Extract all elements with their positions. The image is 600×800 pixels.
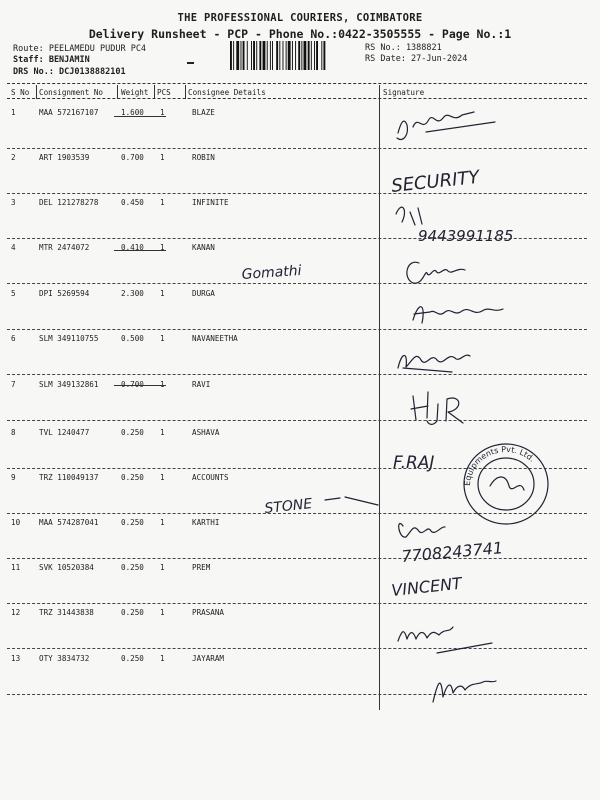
row-pcs: 1 (160, 473, 165, 482)
row-consignee: JAYARAM (192, 654, 225, 663)
row-consignment-no: TVL 1240477 (39, 428, 90, 437)
row-divider (7, 468, 587, 469)
rs-number: RS No.: 1388821 (365, 43, 442, 53)
row-sno: 10 (11, 518, 21, 527)
row-weight: 0.250 (121, 428, 144, 437)
barcode-bar (263, 41, 266, 70)
row-consignment-no: DPI 5269594 (39, 289, 90, 298)
barcode-bar (233, 41, 234, 70)
row-consignment-no: SLM 349110755 (39, 334, 99, 343)
row-consignment-no: OTY 3834732 (39, 654, 90, 663)
row-sno: 9 (11, 473, 16, 482)
row-weight: 0.410 (121, 243, 144, 252)
row-pcs: 1 (160, 198, 165, 207)
row-weight: 0.250 (121, 563, 144, 572)
signature-row11-text: VINCENT (390, 573, 463, 600)
note-row4: Gomathi (241, 262, 303, 283)
barcode-bar (267, 41, 268, 70)
column-header-sno: S No (11, 88, 30, 97)
column-divider-2 (117, 85, 118, 99)
row-sno: 12 (11, 608, 21, 617)
row-sno: 11 (11, 563, 21, 572)
barcode-bar (308, 41, 310, 70)
barcode-bar (292, 41, 293, 70)
row-pcs: 1 (160, 380, 165, 389)
barcode-bar (279, 41, 280, 70)
barcode-bar (323, 41, 325, 70)
row-consignee: ROBIN (192, 153, 215, 162)
row-weight: 2.300 (121, 289, 144, 298)
row-divider (7, 603, 587, 604)
row-sno: 13 (11, 654, 21, 663)
stamp-text: Equipments Pvt. Ltd. (462, 444, 537, 487)
row-weight: 0.700 (121, 153, 144, 162)
row-pcs: 1 (160, 608, 165, 617)
signature-row3 (396, 207, 422, 225)
barcode-bar (283, 41, 284, 70)
row-consignee: DURGA (192, 289, 215, 298)
row-pcs: 1 (160, 243, 165, 252)
barcode-bar (298, 41, 300, 70)
barcode-bar (272, 41, 273, 70)
row-pcs: 1 (160, 428, 165, 437)
row-divider (7, 694, 587, 695)
signature-row8-text: F.RAJ (393, 453, 435, 473)
barcode-bar (270, 41, 271, 70)
barcode-bar (288, 41, 291, 70)
barcode-bar (316, 41, 318, 70)
row-pcs: 1 (160, 108, 165, 117)
row-weight: 0.450 (121, 198, 144, 207)
column-header-consignee: Consignee Details (188, 88, 266, 97)
barcode-bar (236, 41, 239, 70)
row-sno: 2 (11, 153, 16, 162)
barcode-bar (256, 41, 257, 70)
row-consignment-no: SLM 349132861 (39, 380, 99, 389)
row-consignee: NAVANEETHA (192, 334, 238, 343)
column-divider-1 (36, 85, 37, 99)
row-consignee: RAVI (192, 380, 211, 389)
row-divider (7, 193, 587, 194)
staff-info: Staff: BENJAMIN (13, 55, 90, 65)
column-divider-4 (185, 85, 186, 99)
row-consignee: PRASANA (192, 608, 225, 617)
row-divider (7, 648, 587, 649)
row-sno: 1 (11, 108, 16, 117)
signature-row4 (407, 262, 465, 283)
phone-handwritten-row3: 9443991185 (418, 227, 514, 245)
row-weight: 0.250 (121, 608, 144, 617)
column-header-consignment: Consignment No (39, 88, 104, 97)
signature-row5 (413, 307, 503, 323)
column-header-weight: Weight (121, 88, 149, 97)
scribble-row9 (325, 497, 378, 505)
row-weight: 1.600 (121, 108, 144, 117)
barcode-bar (241, 41, 242, 70)
column-header-signature: Signature (383, 88, 425, 97)
signature-row10 (399, 523, 445, 537)
header-divider-top (7, 83, 587, 84)
row-weight: 0.250 (121, 473, 144, 482)
note-row9: STONE (263, 496, 313, 517)
barcode-bar (301, 41, 302, 70)
row-consignee: INFINITE (192, 198, 229, 207)
row-sno: 4 (11, 243, 16, 252)
dash-mark (187, 62, 194, 64)
row-sno: 6 (11, 334, 16, 343)
row-weight: 0.250 (121, 518, 144, 527)
barcode-bar (243, 41, 245, 70)
barcode-bar (314, 41, 315, 70)
barcode-bar (321, 41, 322, 70)
row-consignee: KARTHI (192, 518, 220, 527)
row-weight: 0.500 (121, 334, 144, 343)
barcode-bar (253, 41, 255, 70)
row-divider (7, 513, 587, 514)
row-weight: 0.250 (121, 654, 144, 663)
row-divider (7, 329, 587, 330)
barcode-bar (259, 41, 261, 70)
row-sno: 5 (11, 289, 16, 298)
row-divider (7, 420, 587, 421)
signature-row6 (398, 355, 470, 372)
row-sno: 3 (11, 198, 16, 207)
row-divider (7, 148, 587, 149)
barcode-bar (286, 41, 287, 70)
row-divider (7, 283, 587, 284)
strike-mark (114, 250, 166, 251)
route-info: Route: PEELAMEDU PUDUR PC4 (13, 44, 147, 54)
drs-number: DRS No.: DCJ0138882101 (13, 67, 126, 77)
signature-row13 (433, 681, 496, 702)
row-consignment-no: TRZ 31443838 (39, 608, 94, 617)
column-divider-3 (154, 85, 155, 99)
phone-handwritten-row10: 7708243741 (400, 538, 504, 566)
strike-mark (114, 385, 166, 386)
row-weight: 0.700 (121, 380, 144, 389)
signature-row2-text: SECURITY (390, 166, 481, 197)
row-pcs: 1 (160, 654, 165, 663)
row-pcs: 1 (160, 334, 165, 343)
row-consignment-no: TRZ 110049137 (39, 473, 99, 482)
barcode-bar (230, 41, 232, 70)
rs-date: RS Date: 27-Jun-2024 (365, 54, 468, 64)
row-consignment-no: MAA 572167107 (39, 108, 99, 117)
row-divider (7, 374, 587, 375)
row-consignee: ACCOUNTS (192, 473, 229, 482)
signature-row12 (398, 627, 492, 653)
signature-column-divider (379, 85, 380, 710)
row-pcs: 1 (160, 289, 165, 298)
runsheet-title: Delivery Runsheet - PCP - Phone No.:0422-3505555 - Page No.:1 (88, 27, 512, 41)
row-consignment-no: DEL 121278278 (39, 198, 99, 207)
barcode-bar (251, 41, 252, 70)
row-consignee: PREM (192, 563, 211, 572)
signature-row1 (397, 112, 495, 140)
row-divider (7, 238, 587, 239)
barcode-bar (304, 41, 307, 70)
strike-mark (114, 116, 166, 117)
barcode (230, 41, 358, 70)
row-consignment-no: ART 1903539 (39, 153, 90, 162)
row-consignee: ASHAVA (192, 428, 220, 437)
row-pcs: 1 (160, 518, 165, 527)
barcode-bar (295, 41, 296, 70)
barcode-bar (311, 41, 312, 70)
row-pcs: 1 (160, 153, 165, 162)
row-consignee: BLAZE (192, 108, 215, 117)
row-sno: 8 (11, 428, 16, 437)
row-consignee: KANAN (192, 243, 215, 252)
row-consignment-no: SVK 10520384 (39, 563, 94, 572)
svg-text:Equipments Pvt. Ltd. (463, 445, 536, 486)
company-name: THE PROFESSIONAL COURIERS, COIMBATORE (177, 12, 423, 24)
row-divider (7, 558, 587, 559)
column-header-pcs: PCS (157, 88, 171, 97)
barcode-bar (247, 41, 248, 70)
row-consignment-no: MTR 2474072 (39, 243, 90, 252)
row-pcs: 1 (160, 563, 165, 572)
row-consignment-no: MAA 574287041 (39, 518, 99, 527)
header-divider-bottom (7, 98, 587, 99)
row-sno: 7 (11, 380, 16, 389)
company-stamp (463, 444, 548, 524)
barcode-bar (276, 41, 278, 70)
